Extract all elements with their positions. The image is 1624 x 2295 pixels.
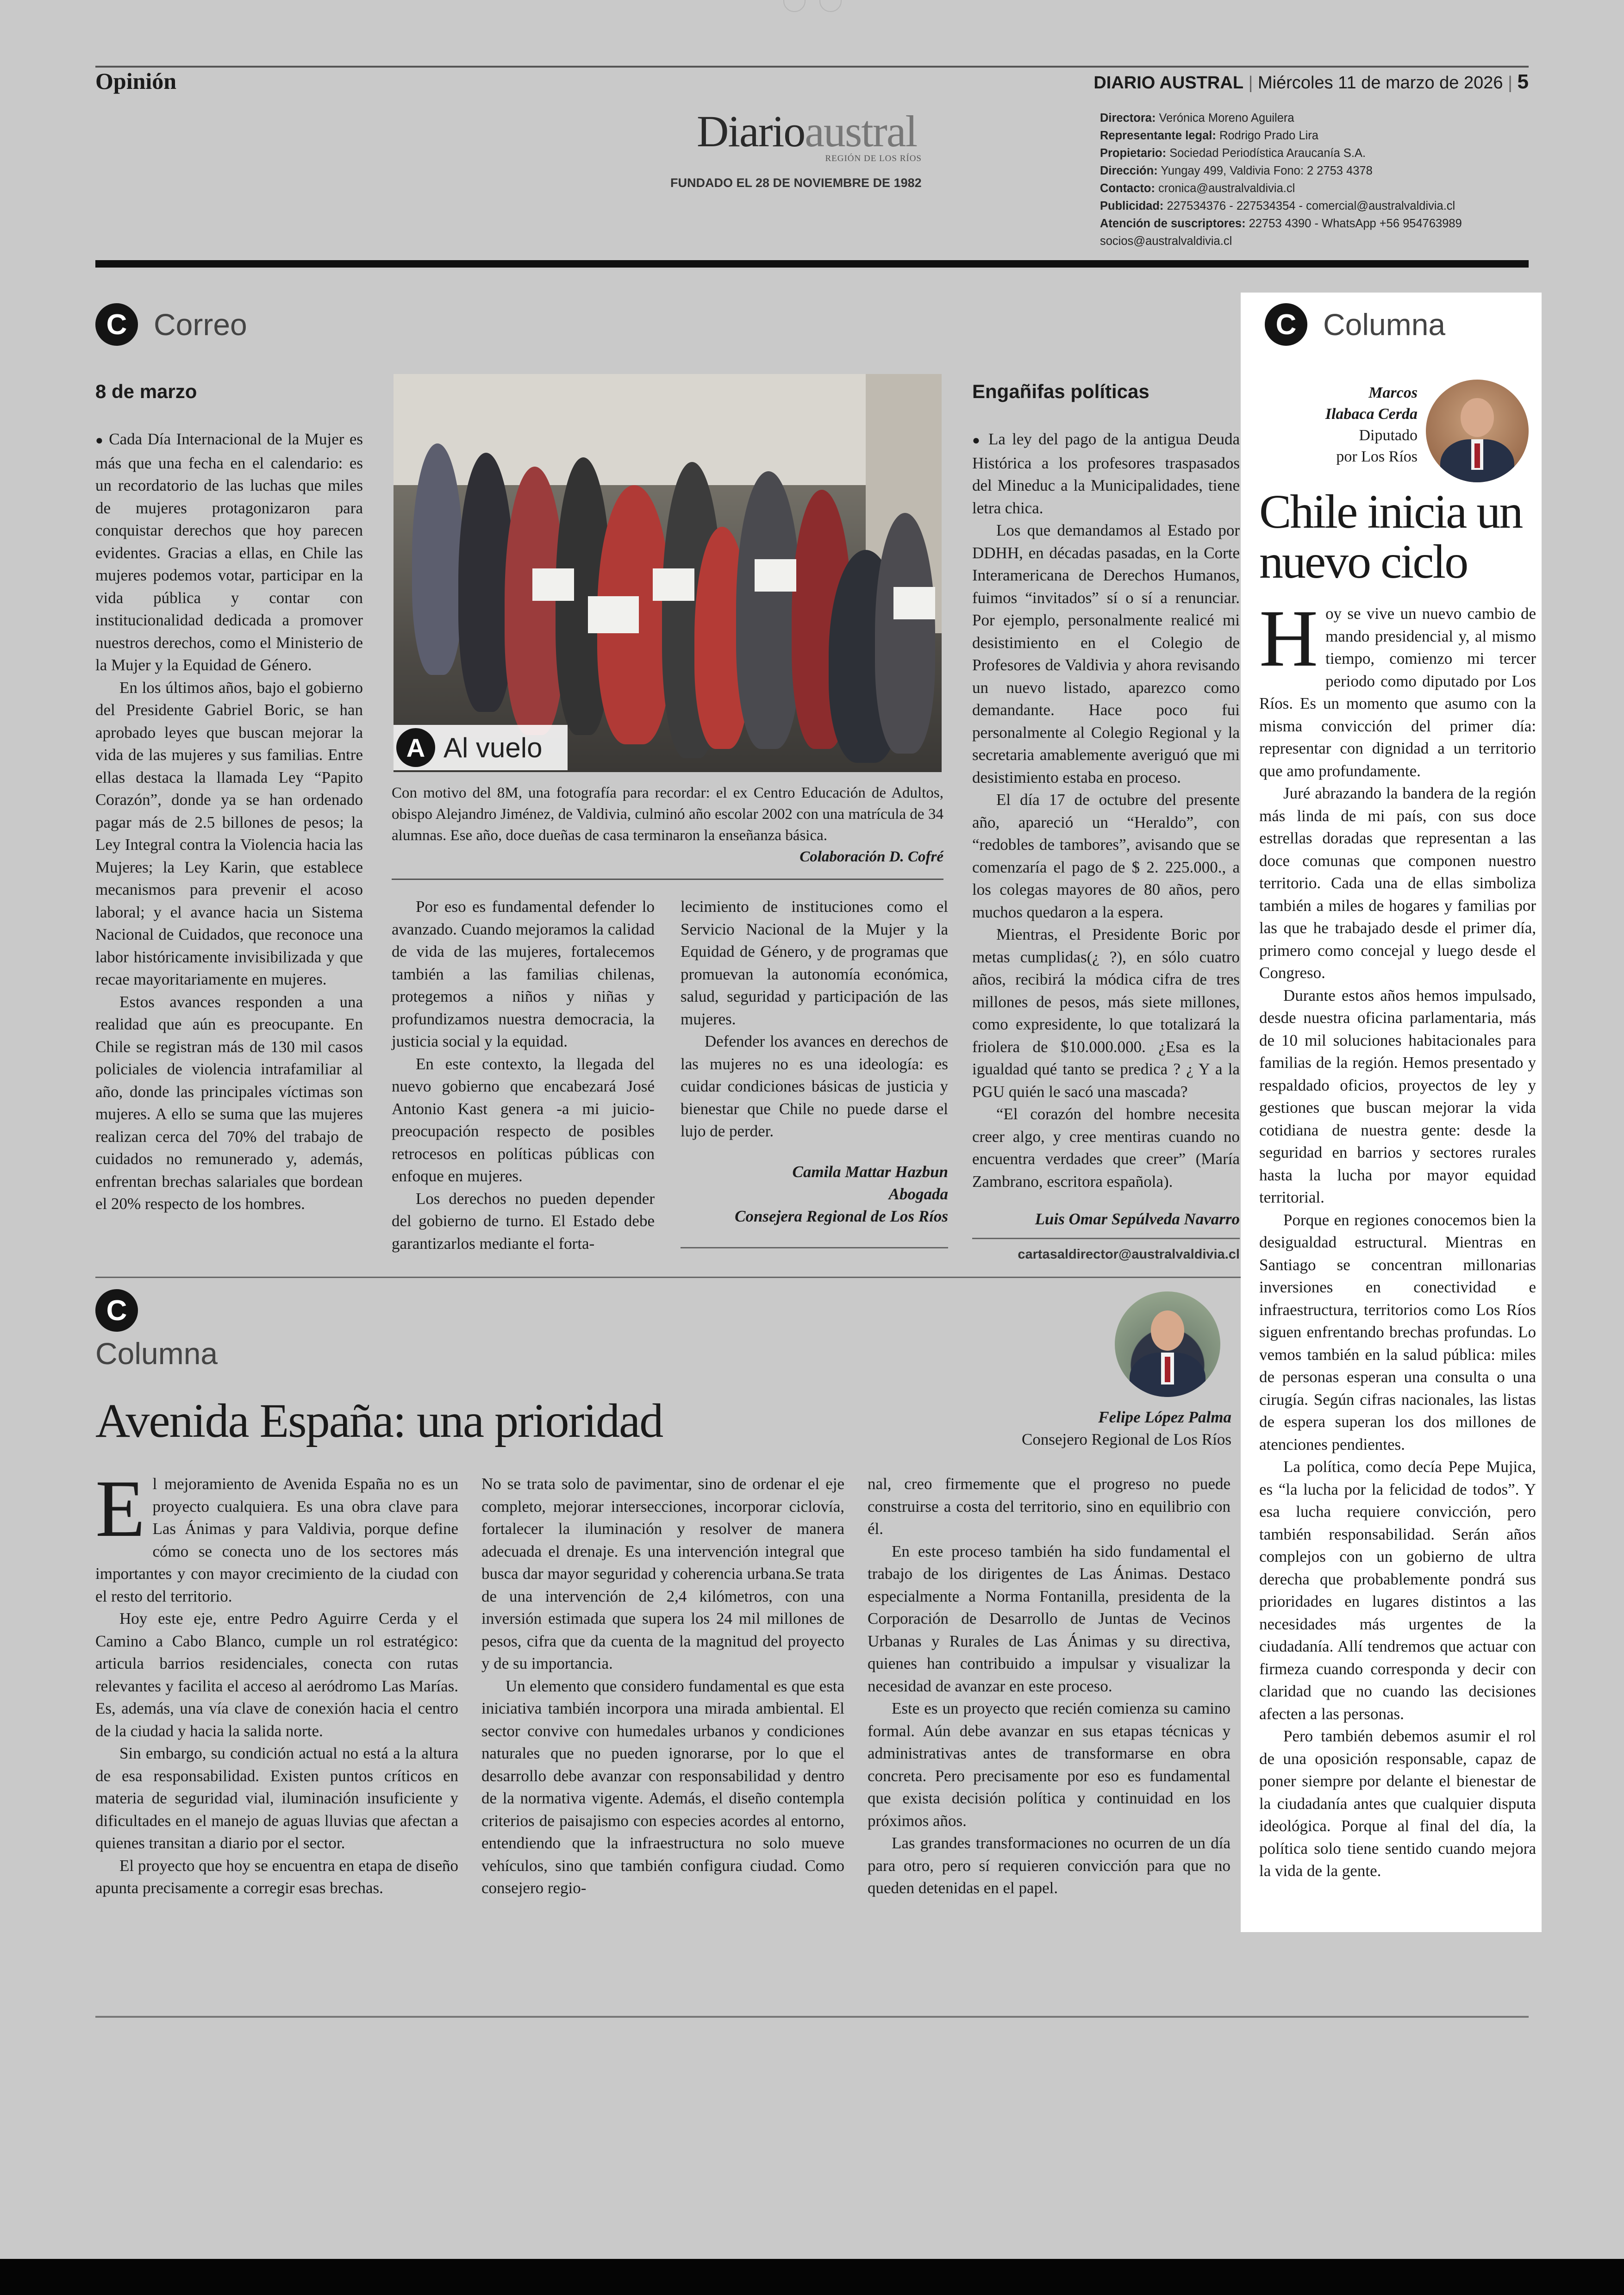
masthead-line: Publicidad: 227534376 - 227534354 - comercial@australvaldivia.cl (1100, 200, 1455, 212)
author-byline (1265, 382, 1418, 468)
paragraph: En este contexto, la llegada del nuevo gobierno que encabezará José Antonio Kast genera -a mi juicio- preocupación respecto de posibles retrocesos en políticas públicas con enfoque en mujeres. (392, 1054, 655, 1185)
paragraph: En este proceso también ha sido fundamental el trabajo de los dirigentes de Las Ánimas. Destaco especialmente a Norma Fontanilla, presidenta de la Corporación de Desarrollo de Juntas de Vecinos Urbanas y Rurales de Las Ánimas y su directiva, quienes han contribuido a impulsar y visualizar la necesidad de avanzar en este proceso. (868, 1542, 1230, 1695)
letters-email[interactable]: cartasaldirector@australvaldivia.cl (1018, 1247, 1240, 1262)
columna-bottom-byline (880, 1406, 1231, 1451)
paragraph: Durante estos años hemos impulsado, desde nuestra oficina parlamentaria, más de 10 mil soluciones habitacionales para familias de la región. Hemos presentado y respaldado oficios, proyectos de ley y gestiones que buscan mejorar la vida cotidiana de nuestra gente: desde la seguridad en barrios y sectores rurales hasta la lucha por mayor equidad territorial. (1259, 986, 1536, 1206)
caption-rule (392, 879, 943, 880)
correo-section-name: Correo (154, 307, 247, 342)
paragraph: Pero también debemos asumir el rol de una oposición responsable, capaz de poner siempre por delante el bienestar de la ciudadanía antes que cualquier disputa ideológica. Porque al final del día, la política solo tiene sentido cuando mejora la vida de la gente. (1259, 1727, 1536, 1880)
paragraph: ● Cada Día Internacional de la Mujer es más que una fecha en el calendario: es un recordatorio de las luchas que miles de mujeres protagonizaron para conquistar derechos que hoy parecen evidentes. Gracias a ellas, en Chile las mujeres podemos votar, participar en la vida pública y contar con institucionalidad dedicada a promover nuestros derechos, como el Ministerio de la Mujer y la Equidad de Género. (95, 428, 363, 677)
paragraph: “El corazón del hombre necesita creer algo, y cree mentiras cuando no encuentra verdades que creer” (María Zambrano, escritora española). (972, 1105, 1240, 1191)
author-role: Diputado (1359, 427, 1418, 444)
letter1-signature (681, 1161, 948, 1228)
paragraph: Los derechos no pueden depender del gobierno de turno. El Estado debe garantizarlos mediante el forta- (392, 1189, 655, 1253)
paragraph: Las grandes transformaciones no ocurren de un día para otro, pero sí requieren convicción para que no queden detenidas en el papel. (868, 1834, 1230, 1897)
next-page-icon[interactable] (819, 0, 842, 12)
al-vuelo-tag (394, 725, 568, 770)
paragraph: Hoy este eje, entre Pedro Aguirre Cerda y el Camino a Cabo Blanco, cumple un rol estratégico: articula barrios residenciales, conecta con rutas relevantes y facilita el acceso al aeródromo Las Marías. Es, además, una vía clave de conexión hacia el centro de la ciudad y hacia la salida norte. (95, 1609, 458, 1740)
photo-caption (392, 782, 943, 867)
caption-text: Con motivo del 8M, una fotografía para recordar: el ex Centro Educación de Adultos, obispo Alejandro Jiménez, de Valdivia, culminó año escolar 2002 con una matrícula de 34 alumnas. Ese año, doce dueñas de casa terminaron la enseñanza básica. (392, 785, 943, 844)
letter2-rule (972, 1238, 1240, 1239)
columna-bottom-col3 (868, 1473, 1230, 1900)
letter2-signature: Luis Omar Sepúlveda Navarro (1035, 1210, 1240, 1228)
signature-role: Abogada (888, 1185, 948, 1203)
columna-right-badge: C (1265, 303, 1307, 346)
columna-bottom-headline: Avenida España: una prioridad (95, 1394, 663, 1447)
author-role: Consejero Regional de Los Ríos (1021, 1430, 1231, 1448)
masthead-line: Atención de suscriptores: 22753 4390 - WhatsApp +56 954763989 (1100, 217, 1462, 230)
letter1-end-rule (681, 1247, 948, 1248)
masthead-line: socios@australvaldivia.cl (1100, 235, 1232, 248)
masthead-line: Propietario: Sociedad Periodística Araucanía S.A. (1100, 147, 1366, 160)
paragraph: Por eso es fundamental defender lo avanzado. Cuando mejoramos la calidad de vida de las mujeres, fortalecemos también a las familias chilenas, protegemos a niños y niñas y profundizamos nuestra democracia, la justicia social y la equidad. (392, 898, 655, 1050)
dropcap: H (1259, 593, 1318, 684)
header-top-rule (95, 66, 1529, 68)
columna-right-title (1265, 303, 1445, 346)
letter1-col2 (392, 896, 655, 1255)
logo (697, 106, 928, 164)
author-portrait (1426, 380, 1529, 482)
footer-rule (95, 2016, 1529, 2018)
section-divider (95, 1277, 1241, 1278)
correo-badge: C (95, 303, 138, 346)
masthead-line: Directora: Verónica Moreno Aguilera (1100, 112, 1294, 125)
paragraph: nal, creo firmemente que el progreso no puede construirse a costa del territorio, sino en equilibrio con él. (868, 1475, 1230, 1538)
al-vuelo-photo (394, 374, 942, 772)
paragraph: El día 17 de octubre del presente año, apareció un “Heraldo”, con “redobles de tambores”, avisando que se comenzaría el pago de $ 2. 225.000., a los colegas mayores de 80 años, pero muchos quedaron a la espera. (972, 791, 1240, 921)
columna-bottom-badge: C (95, 1289, 138, 1332)
masthead-credits (1100, 109, 1544, 250)
letter2-col (972, 428, 1240, 1193)
paragraph: Estos avances responden a una realidad que aún es preocupante. En Chile se registran más de 130 mil casos policiales de violencia intrafamiliar al año, donde las principales víctimas son mujeres. A ello se suma que las mujeres realizan cerca del 70% del trabajo de cuidados no remunerado y, además, enfrentan brechas salariales que bordean el 20% respecto de los hombres. (95, 992, 363, 1213)
columna-right-section-name: Columna (1323, 307, 1446, 342)
author-last-name: Ilabaca Cerda (1325, 405, 1418, 423)
paragraph: No se trata solo de pavimentar, sino de ordenar el eje completo, mejorar intersecciones, incorporar ciclovía, fortalecer la iluminación y resolver de manera adecuada el drenaje. Es una intervención integral que busca dar mayor seguridad y coherencia urbana.Se trata de una intervención de 2,4 kilómetros, con una inversión estimada que supera los 24 mil millones de pesos, cifra que da cuenta de la magnitud del proyecto y de su importancia. (481, 1475, 844, 1672)
paragraph: lecimiento de instituciones como el Servicio Nacional de la Mujer y la Equidad de Género, y de programas que promuevan la autonomía económica, salud, seguridad y participación de las mujeres. (681, 898, 948, 1028)
paragraph: Porque en regiones conocemos bien la desigualdad estructural. Mientras en Santiago se concentran millonarias inversiones en conectividad e infraestructura, territorios como Los Ríos siguen enfrentando brechas profundas. Lo vemos también en la salud pública: miles de personas esperan una consulta o una cirugía. Según cifras nacionales, las listas de espera superan los dos millones de atenciones pendientes. (1259, 1210, 1536, 1453)
section-label: Opinión (95, 68, 177, 94)
paragraph: Este es un proyecto que recién comienza su camino formal. Aún debe avanzar en sus etapas técnicas y administrativas antes de transformarse en obra concreta. Pero precisamente por eso es fundamental que exista decisión política y continuidad en los próximos años. (868, 1699, 1230, 1830)
correo-section-title (95, 303, 247, 346)
letter2-title: Engañifas políticas (972, 380, 1149, 402)
founded-line: FUNDADO EL 28 DE NOVIEMBRE DE 1982 (670, 176, 922, 190)
paragraph: El proyecto que hoy se encuentra en etapa de diseño apunta precisamente a corregir esas brechas. (95, 1856, 458, 1897)
al-vuelo-badge: A (396, 728, 435, 767)
masthead-line: Dirección: Yungay 499, Valdivia Fono: 2 2753 4378 (1100, 164, 1373, 177)
letter1-col3 (681, 896, 948, 1143)
letter1-col1 (95, 428, 363, 1216)
paragraph: Un elemento que considero fundamental es que esta iniciativa también incorpora una mirada ambiental. El sector convive con humedales urbanos y condiciones naturales que no pueden ignorarse, por lo que el desarrollo debe avanzar con responsabilidad y dentro de la normativa vigente. Además, el diseño contempla criterios de paisajismo con especies acordes al entorno, entendiendo que la infraestructura no solo mueve vehículos, sino que también configura ciudad. Como consejero regio- (481, 1677, 844, 1897)
columna-bottom-col1 (95, 1464, 458, 1900)
logo-region: REGIÓN DE LOS RÍOS (825, 154, 922, 163)
author-role: por Los Ríos (1336, 448, 1418, 465)
dropcap: E (95, 1464, 145, 1554)
author-portrait (1115, 1291, 1220, 1397)
paragraph: Sin embargo, su condición actual no está a la altura de esa responsabilidad. Existen puntos críticos en materia de seguridad vial, iluminación insuficiente y dificultades en el manejo de aguas lluvias que afectan a quienes transitan a diario por el sector. (95, 1744, 458, 1852)
author-name: Felipe López Palma (1098, 1408, 1231, 1426)
paragraph: En los últimos años, bajo el gobierno del Presidente Gabriel Boric, se han aprobado leyes que buscan mejorar la vida de las mujeres y sus familias. Entre ellas destaca la llamada Ley “Papito Corazón”, donde ya se han ordenado pagar más de 2.5 billones de pesos; la Ley Integral contra la Violencia hacia las Mujeres; la Ley Karin, que establece mecanismos para prevenir el acoso laboral; y el avance hacia un Sistema Nacional de Cuidados, que reconoce una labor históricamente invisibilizada y que recae mayoritariamente en mujeres. (95, 678, 363, 988)
al-vuelo-label: Al vuelo (443, 732, 543, 763)
signature-role: Consejera Regional de Los Ríos (735, 1207, 948, 1225)
header-dateline: DIARIO AUSTRAL | Miércoles 11 de marzo de 2026 | 5 (1093, 70, 1529, 93)
author-first-name: Marcos (1368, 384, 1418, 401)
columna-bottom-col2 (481, 1473, 844, 1900)
paragraph: Los que demandamos al Estado por DDHH, en décadas pasadas, en la Corte Interamericana de Derechos Humanos, fuimos “invitados” sí o sí a renunciar. Por ejemplo, personalmente realicé mi desistimiento en el Colegio de Profesores de Valdivia y ahora revisando un nuevo listado, aparezco como demandante. Hace poco fui personalmente al Colegio Regional y la secretaria amablemente averiguó que mi desistimiento estaba en proceso. (972, 521, 1240, 786)
photo-credit: Colaboración D. Cofré (800, 848, 943, 865)
header-bottom-rule (95, 260, 1529, 268)
prev-page-icon[interactable] (783, 0, 806, 12)
paragraph: El mejoramiento de Avenida España no es un proyecto cualquiera. Es una obra clave para Las Ánimas y para Valdivia, porque define cómo se conecta uno de los sectores más importantes y con mayor crecimiento de la ciudad con el resto del territorio. (95, 1464, 458, 1605)
letter1-title: 8 de marzo (95, 380, 197, 402)
page-number: 5 (1517, 70, 1529, 93)
logo-austral: austral (805, 106, 917, 156)
paragraph: Juré abrazando la bandera de la región más linda de mi país, con sus doce estrellas doradas que representan a las doce comunas que componen nuestro territorio. Cada una de ellas simboliza también a miles de hogares y familias por las que he trabajado desde el primer día, primero como concejal y luego desde el Congreso. (1259, 784, 1536, 982)
logo-diario: Diario (697, 106, 805, 156)
paper-name: DIARIO AUSTRAL (1093, 73, 1244, 93)
columna-bottom-section-name: Columna (95, 1336, 218, 1371)
columna-right-headline: Chile inicia un nuevo ciclo (1259, 485, 1522, 588)
issue-date: Miércoles 11 de marzo de 2026 (1258, 73, 1503, 93)
paragraph: Defender los avances en derechos de las mujeres no es una ideología: es cuidar condiciones básicas de justicia y bienestar que Chile no puede darse el lujo de perder. (681, 1032, 948, 1140)
paragraph: Mientras, el Presidente Boric por metas cumplidas(¿ ?), en sólo cuatro años, recibirá la módica cifra de tres millones de pesos, más siete millones, como expresidente, lo que totalizará la friolera de $10.000.000. ¿Esa es la igualdad qué tanto se predica ? ¿ Y a la PGU quién le sacó una mascada? (972, 925, 1240, 1101)
columna-right-body (1259, 593, 1536, 1883)
masthead-line: Contacto: cronica@australvaldivia.cl (1100, 182, 1295, 195)
signature-name: Camila Mattar Hazbun (792, 1163, 948, 1181)
paragraph: ● La ley del pago de la antigua Deuda Histórica a los profesores traspasados del Mineduc a la Municipalidades, tiene letra chica. (972, 428, 1240, 519)
paragraph: La política, como decía Pepe Mujica, es “la lucha por la felicidad de todos”. Y esa lucha requiere convicción, pero también responsabilidad. Serán años complejos con un gobierno de ultra derecha que probablemente pondrá sus prioridades en lugares distintos a las necesidades más urgentes de la ciudadanía. Allí tendremos que actuar con firmeza cuando corresponda y decir con claridad que no cuando las decisiones afecten a las personas. (1259, 1458, 1536, 1723)
bottom-bar (0, 2259, 1624, 2295)
paragraph: Hoy se vive un nuevo cambio de mando presidencial y, al mismo tiempo, comienzo mi tercer periodo como diputado por Los Ríos. Es un momento que asumo con la misma convicción del primer día: representar con dignidad a un territorio que amo profundamente. (1259, 593, 1536, 780)
masthead-line: Representante legal: Rodrigo Prado Lira (1100, 129, 1318, 142)
